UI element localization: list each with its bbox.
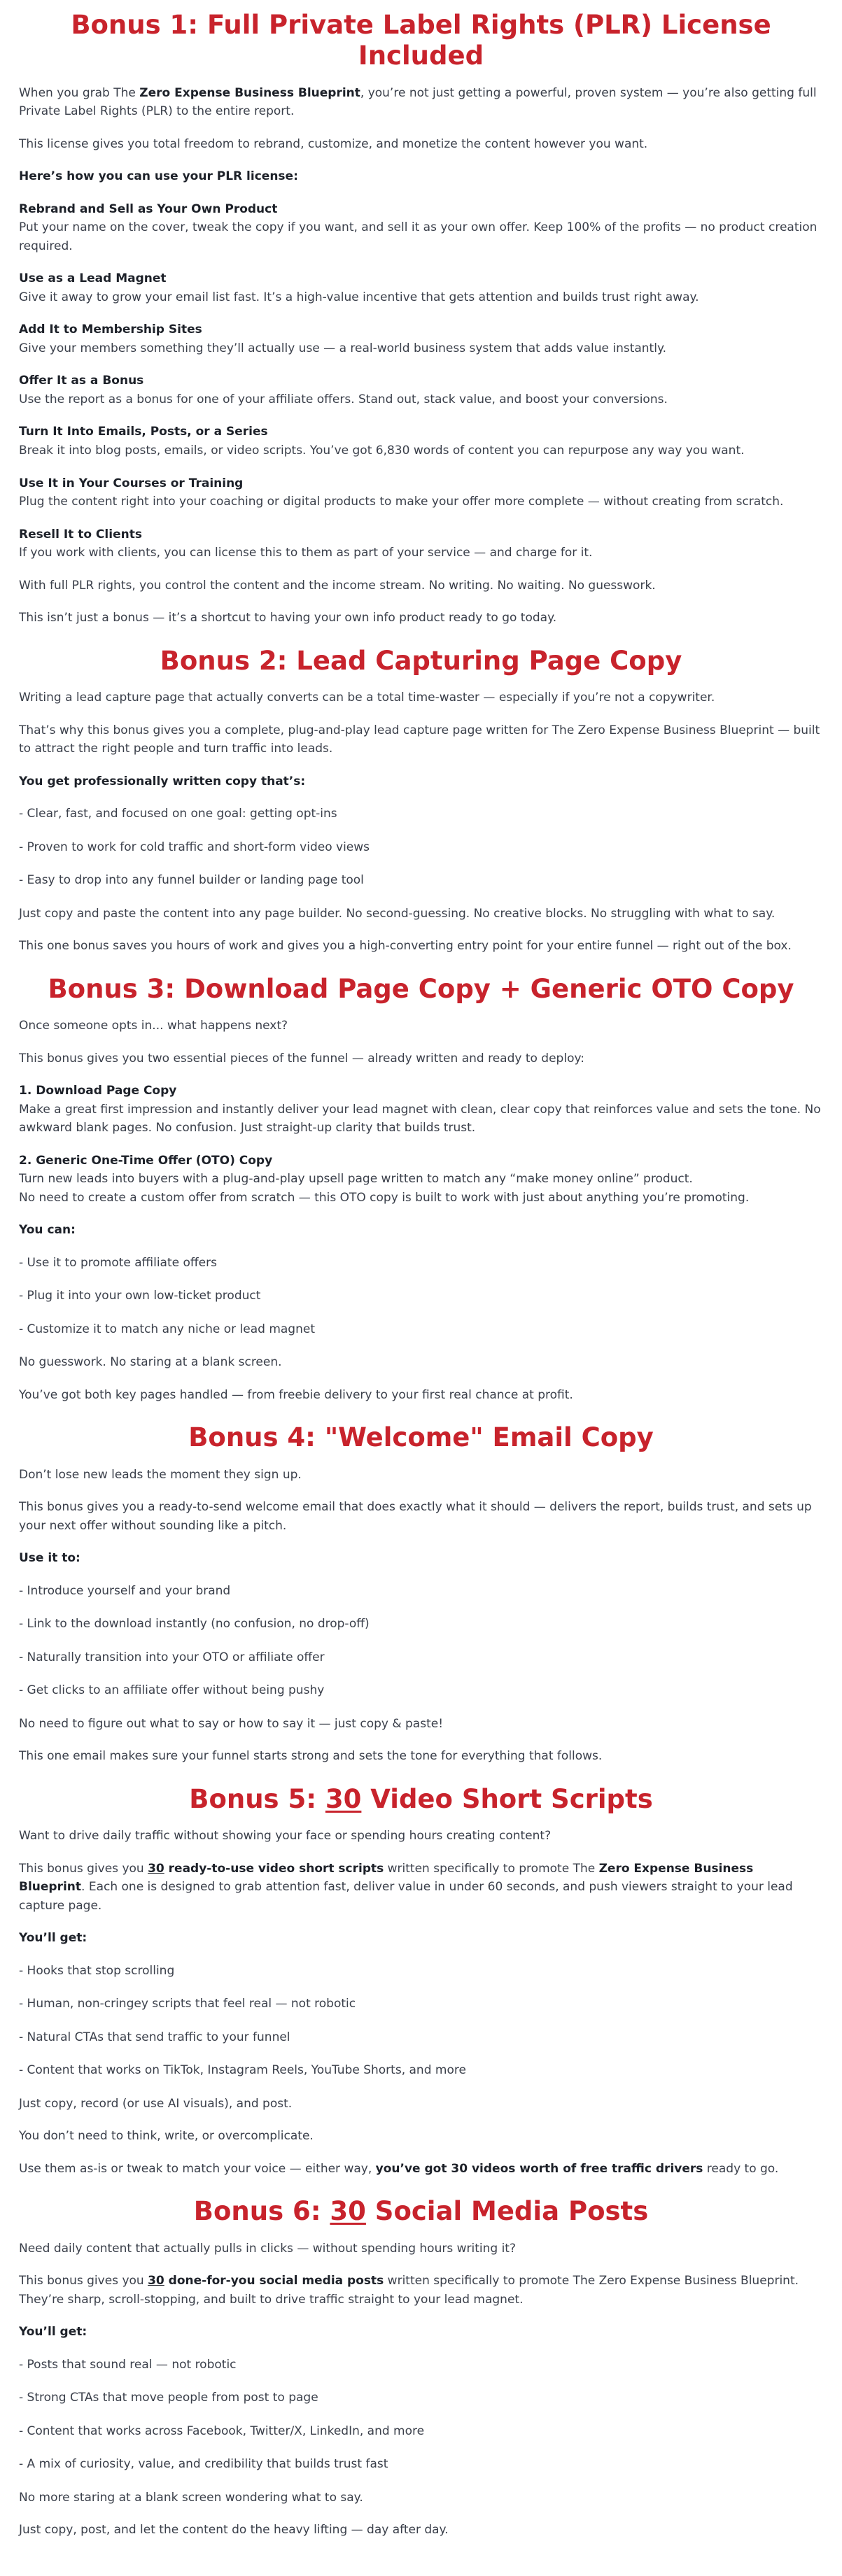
bonus-6-heading: You’ll get: bbox=[19, 2325, 87, 2340]
bonus-3-title: Bonus 3: Download Page Copy + Generic OTO Copy bbox=[48, 973, 794, 1004]
bonus-6-closing: Just copy, post, and let the content do the heavy lifting — day after day. bbox=[19, 2523, 449, 2538]
list-item: - Customize it to match any niche or lead magnet bbox=[19, 1322, 315, 1336]
plr-use-item bbox=[19, 320, 823, 358]
plr-use-item bbox=[19, 525, 823, 562]
bonus-4-heading: Use it to: bbox=[19, 1551, 80, 1566]
item-text: Make a great first impression and instantly deliver your lead magnet with clean, clear copy that reinforces value and sets the tone. No awkward blank pages. No confusion. Just straight-up clarity that builds trust. bbox=[19, 1102, 821, 1135]
text-part: Use them as-is or tweak to match your voice — either way, bbox=[19, 2161, 376, 2176]
list-item: - Introduce yourself and your brand bbox=[19, 1583, 231, 1598]
text-part: This bonus gives you bbox=[19, 2274, 148, 2288]
list-item: - Plug it into your own low-ticket product bbox=[19, 1289, 261, 1303]
plr-use-label: Turn It Into Emails, Posts, or a Series bbox=[19, 425, 268, 439]
bonus-3-item bbox=[19, 1082, 823, 1138]
text-part: written specifically to promote The bbox=[384, 1861, 599, 1876]
list-item: - Hooks that stop scrolling bbox=[19, 1963, 175, 1978]
list-item: - Natural CTAs that send traffic to your funnel bbox=[19, 2030, 290, 2044]
list-item: - Strong CTAs that move people from post to page bbox=[19, 2391, 318, 2405]
text-part: ready to go. bbox=[703, 2161, 779, 2176]
bonus-3-paragraph: This bonus gives you two essential pieces of the funnel — already written and ready to deploy: bbox=[19, 1051, 585, 1066]
list-item: - Link to the download instantly (no confusion, no drop-off) bbox=[19, 1617, 370, 1632]
title-number: 30 bbox=[330, 2196, 366, 2227]
plr-use-text: If you work with clients, you can license this to them as part of your service — and charge for it. bbox=[19, 546, 593, 560]
item-text: Turn new leads into buyers with a plug-and-play upsell page written to match any “make money online” product. bbox=[19, 1172, 693, 1187]
product-name: Zero Expense Business Blueprint bbox=[19, 1861, 754, 1895]
plr-use-text: Give your members something they’ll actually use — a real-world business system that adds value instantly. bbox=[19, 341, 666, 355]
plr-use-label: Rebrand and Sell as Your Own Product bbox=[19, 201, 278, 216]
bonus-4-closing: This one email makes sure your funnel starts strong and sets the tone for everything that follows. bbox=[19, 1749, 603, 1764]
bonus-6-title bbox=[19, 2196, 823, 2227]
count-number: 30 bbox=[148, 1861, 164, 1876]
bonus-5-paragraph bbox=[19, 1860, 823, 1916]
bonus-2-heading: You get professionally written copy that’s: bbox=[19, 774, 306, 788]
plr-use-item bbox=[19, 474, 823, 511]
bonus-4-paragraph: This bonus gives you a ready-to-send welcome email that does exactly what it should — delivers the report, builds trust, and sets up your next offer without sounding like a pitch. bbox=[19, 1500, 812, 1533]
bonus-2-closing: Just copy and paste the content into any page builder. No second-guessing. No creative blocks. No struggling with what to say. bbox=[19, 906, 776, 921]
plr-use-text: Put your name on the cover, tweak the copy if you want, and sell it as your own offer. Keep 100% of the profits — no product creation required. bbox=[19, 220, 818, 253]
list-item: - Use it to promote affiliate offers bbox=[19, 1255, 217, 1270]
bonus-5-closing: Just copy, record (or use AI visuals), and post. bbox=[19, 2096, 293, 2111]
bonus-6-paragraph bbox=[19, 2272, 823, 2309]
bonus-1-closing: This isn’t just a bonus — it’s a shortcut to having your own info product ready to go today. bbox=[19, 611, 557, 625]
plr-use-label: Resell It to Clients bbox=[19, 527, 142, 542]
count-number: 30 bbox=[148, 2274, 164, 2288]
plr-use-item bbox=[19, 423, 823, 460]
bonus-3-heading: You can: bbox=[19, 1223, 76, 1238]
list-item: - Human, non-cringey scripts that feel real — not robotic bbox=[19, 1997, 356, 2011]
bonus-6-paragraph: Need daily content that actually pulls in clicks — without spending hours writing it? bbox=[19, 2241, 516, 2256]
title-number: 30 bbox=[325, 1783, 362, 1814]
bonus-4-title: Bonus 4: "Welcome" Email Copy bbox=[188, 1422, 654, 1453]
list-item: - Content that works across Facebook, Twitter/X, LinkedIn, and more bbox=[19, 2423, 425, 2438]
item-label: 2. Generic One-Time Offer (OTO) Copy bbox=[19, 1153, 273, 1168]
plr-use-item bbox=[19, 200, 823, 256]
bonus-3-paragraph: Once someone opts in... what happens next? bbox=[19, 1019, 288, 1033]
bonus-2-closing: This one bonus saves you hours of work and gives you a high-converting entry point for your entire funnel — right out of the box. bbox=[19, 939, 792, 954]
bonus-5-paragraph: Want to drive daily traffic without showing your face or spending hours creating content? bbox=[19, 1829, 552, 1843]
bonus-3-section bbox=[19, 974, 823, 1405]
bonus-3-closing: You’ve got both key pages handled — from freebie delivery to your first real chance at profit. bbox=[19, 1387, 573, 1402]
text-strong: you’ve got 30 videos worth of free traffic drivers bbox=[375, 2161, 703, 2176]
bonus-3-item bbox=[19, 1152, 823, 1208]
bonus-1-closing: With full PLR rights, you control the content and the income stream. No writing. No waiting. No guesswork. bbox=[19, 578, 656, 593]
bonus-6-section bbox=[19, 2196, 823, 2540]
list-item: - Clear, fast, and focused on one goal: getting opt-ins bbox=[19, 807, 337, 821]
title-part: Social Media Posts bbox=[365, 2196, 649, 2227]
bonus-3-closing: No guesswork. No staring at a blank screen. bbox=[19, 1355, 282, 1370]
plr-use-label: Use as a Lead Magnet bbox=[19, 271, 167, 286]
bonus-4-section bbox=[19, 1422, 823, 1766]
text-strong: ready-to-use video short scripts bbox=[164, 1861, 384, 1876]
bonus-5-title bbox=[19, 1784, 823, 1815]
bonus-2-title: Bonus 2: Lead Capturing Page Copy bbox=[160, 645, 682, 676]
bonus-5-closing bbox=[19, 2160, 823, 2179]
bonus-1-intro bbox=[19, 84, 823, 121]
plr-use-item bbox=[19, 371, 823, 409]
bonus-5-closing: You don’t need to think, write, or overcomplicate. bbox=[19, 2129, 314, 2144]
plr-use-text: Give it away to grow your email list fast. It’s a high-value incentive that gets attention and builds trust right away. bbox=[19, 290, 699, 304]
bonus-2-paragraph: Writing a lead capture page that actually converts can be a total time-waster — especially if you’re not a copywriter. bbox=[19, 691, 715, 705]
title-part: Bonus 5: bbox=[189, 1783, 325, 1814]
bonus-2-paragraph: That’s why this bonus gives you a complete, plug-and-play lead capture page written for The Zero Expense Business Blueprint — built to attract the right people and turn traffic into leads. bbox=[19, 723, 820, 756]
plr-use-label: Offer It as a Bonus bbox=[19, 374, 144, 388]
bonus-4-closing: No need to figure out what to say or how to say it — just copy & paste! bbox=[19, 1716, 444, 1731]
text-strong: done-for-you social media posts bbox=[164, 2274, 384, 2288]
plr-use-label: Add It to Membership Sites bbox=[19, 323, 202, 337]
plr-use-label: Use It in Your Courses or Training bbox=[19, 476, 244, 490]
plr-use-item bbox=[19, 269, 823, 306]
plr-use-text: Use the report as a bonus for one of your affiliate offers. Stand out, stack value, and boost your conversions. bbox=[19, 392, 668, 406]
bonus-6-closing: No more staring at a blank screen wondering what to say. bbox=[19, 2490, 363, 2505]
text-part: written specifically to promote The Zero Expense Business Blueprint. They’re sharp, scroll-stopping, and built to drive traffic straight to your lead magnet. bbox=[19, 2274, 799, 2307]
list-item: - A mix of curiosity, value, and credibility that builds trust fast bbox=[19, 2457, 388, 2472]
bonus-4-paragraph: Don’t lose new leads the moment they sign up. bbox=[19, 1467, 302, 1482]
title-part: Bonus 6: bbox=[193, 2196, 330, 2227]
plr-use-text: Plug the content right into your coaching or digital products to make your offer more complete — without creating from scratch. bbox=[19, 495, 784, 509]
bonus-5-section bbox=[19, 1784, 823, 2179]
bonus-2-section bbox=[19, 646, 823, 956]
intro-text-a: When you grab The bbox=[19, 85, 140, 100]
list-item: - Naturally transition into your OTO or affiliate offer bbox=[19, 1650, 325, 1664]
intro-text-c: , you’re not just getting a powerful, proven system — you’re also getting full Private Label Rights (PLR) to the entire report. bbox=[19, 85, 817, 119]
bonus-5-heading: You’ll get: bbox=[19, 1931, 87, 1946]
product-name: Zero Expense Business Blueprint bbox=[139, 85, 360, 100]
list-item: - Get clicks to an affiliate offer without being pushy bbox=[19, 1683, 325, 1698]
bonus-1-paragraph: This license gives you total freedom to rebrand, customize, and monetize the content however you want. bbox=[19, 136, 648, 151]
plr-use-text: Break it into blog posts, emails, or video scripts. You’ve got 6,830 words of content you can repurpose any way you want. bbox=[19, 444, 745, 458]
bonus-1-title: Bonus 1: Full Private Label Rights (PLR) License Included bbox=[71, 10, 771, 71]
item-label: 1. Download Page Copy bbox=[19, 1084, 177, 1098]
list-item: - Proven to work for cold traffic and short-form video views bbox=[19, 840, 370, 854]
list-item: - Content that works on TikTok, Instagram Reels, YouTube Shorts, and more bbox=[19, 2063, 466, 2078]
item-text: No need to create a custom offer from scratch — this OTO copy is built to work with just about anything you’re promoting. bbox=[19, 1190, 750, 1205]
text-part: . Each one is designed to grab attention fast, deliver value in under 60 seconds, and push viewers straight to your lead capture page. bbox=[19, 1880, 793, 1913]
bonus-1-section bbox=[19, 0, 823, 628]
list-item: - Posts that sound real — not robotic bbox=[19, 2357, 237, 2372]
list-item: - Easy to drop into any funnel builder or landing page tool bbox=[19, 873, 364, 888]
text-part: This bonus gives you bbox=[19, 1861, 148, 1876]
title-part: Video Short Scripts bbox=[361, 1783, 653, 1814]
bonus-1-heading: Here’s how you can use your PLR license: bbox=[19, 169, 298, 184]
